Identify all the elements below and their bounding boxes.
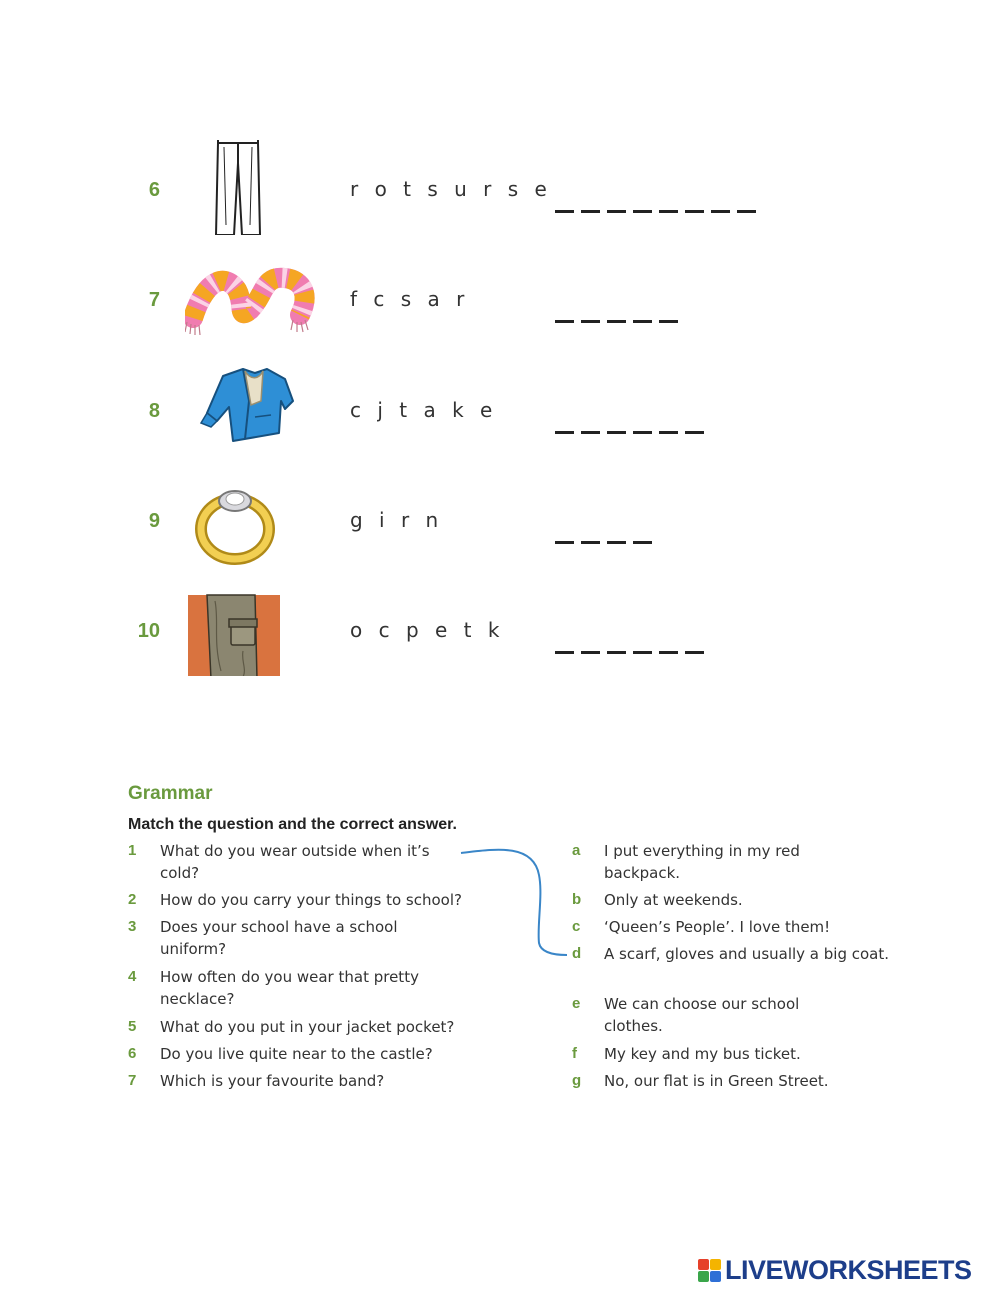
answer-input[interactable] — [555, 292, 689, 322]
logo-mark-icon — [698, 1259, 721, 1282]
vocab-row — [0, 461, 1000, 571]
answer-text[interactable]: ‘Queen’s People’. I love them! — [604, 918, 831, 936]
liveworksheets-logo — [698, 1253, 972, 1287]
vocab-row — [0, 351, 1000, 461]
question-number: 5 — [128, 1018, 137, 1035]
answer-blanks — [555, 320, 678, 323]
item-number: 8 — [148, 400, 160, 422]
question-number: 7 — [128, 1072, 137, 1089]
answer-letter: c — [572, 918, 581, 935]
answer-letter: e — [572, 995, 581, 1012]
answer-input[interactable] — [555, 513, 663, 543]
question-text[interactable]: What do you put in your jacket pocket? — [160, 1018, 455, 1036]
answer-input[interactable] — [555, 182, 767, 212]
answer-letter: d — [572, 945, 582, 962]
question-text[interactable]: Do you live quite near to the castle? — [160, 1045, 433, 1063]
vocab-row — [0, 130, 1000, 240]
item-number: 6 — [148, 179, 160, 201]
pocket-icon — [185, 581, 315, 676]
answer-letter: a — [572, 842, 581, 859]
question-text[interactable]: How often do you wear that pretty necklace? — [160, 968, 419, 1008]
answer-blanks — [555, 210, 756, 213]
question-text[interactable]: How do you carry your things to school? — [160, 891, 462, 909]
answer-letter: g — [572, 1072, 582, 1089]
scrambled-word: c j t a k e — [350, 398, 498, 422]
jacket-icon — [185, 361, 315, 456]
scarf-icon — [185, 250, 315, 345]
answer-letter: f — [572, 1045, 577, 1062]
example-match-line — [455, 845, 575, 965]
answer-blanks — [555, 651, 704, 654]
answer-input[interactable] — [555, 623, 715, 653]
scrambled-word: r o t s u r s e — [350, 177, 552, 201]
scrambled-word: f c s a r — [350, 287, 470, 311]
logo-text: LIVEWORKSHEETS — [725, 1254, 972, 1285]
answer-text[interactable]: Only at weekends. — [604, 891, 743, 909]
scrambled-word: g i r n — [350, 508, 444, 532]
scrambled-word: o c p e t k — [350, 618, 505, 642]
answer-blanks — [555, 541, 652, 544]
question-number: 2 — [128, 891, 137, 908]
answer-text[interactable]: I put everything in my red backpack. — [604, 842, 800, 882]
question-text[interactable]: What do you wear outside when it’s cold? — [160, 842, 430, 882]
answer-input[interactable] — [555, 403, 715, 433]
question-number: 4 — [128, 968, 137, 985]
answer-text[interactable]: No, our flat is in Green Street. — [604, 1072, 829, 1090]
answer-text[interactable]: A scarf, gloves and usually a big coat. — [604, 945, 890, 963]
question-number: 3 — [128, 918, 137, 935]
answer-text[interactable]: We can choose our school clothes. — [604, 995, 800, 1035]
vocab-row — [0, 240, 1000, 350]
item-number: 7 — [148, 289, 160, 311]
question-text[interactable]: Does your school have a school uniform? — [160, 918, 398, 958]
question-text[interactable]: Which is your favourite band? — [160, 1072, 385, 1090]
trousers-icon — [185, 140, 315, 235]
answer-text[interactable]: My key and my bus ticket. — [604, 1045, 801, 1063]
grammar-title: Grammar — [128, 783, 213, 804]
item-number: 10 — [137, 620, 160, 642]
question-number: 1 — [128, 842, 137, 859]
item-number: 9 — [148, 510, 160, 532]
answer-letter: b — [572, 891, 582, 908]
grammar-instruction: Match the question and the correct answer. — [128, 816, 457, 833]
ring-icon — [185, 471, 315, 566]
question-number: 6 — [128, 1045, 137, 1062]
vocab-row — [0, 571, 1000, 681]
answer-blanks — [555, 431, 704, 434]
